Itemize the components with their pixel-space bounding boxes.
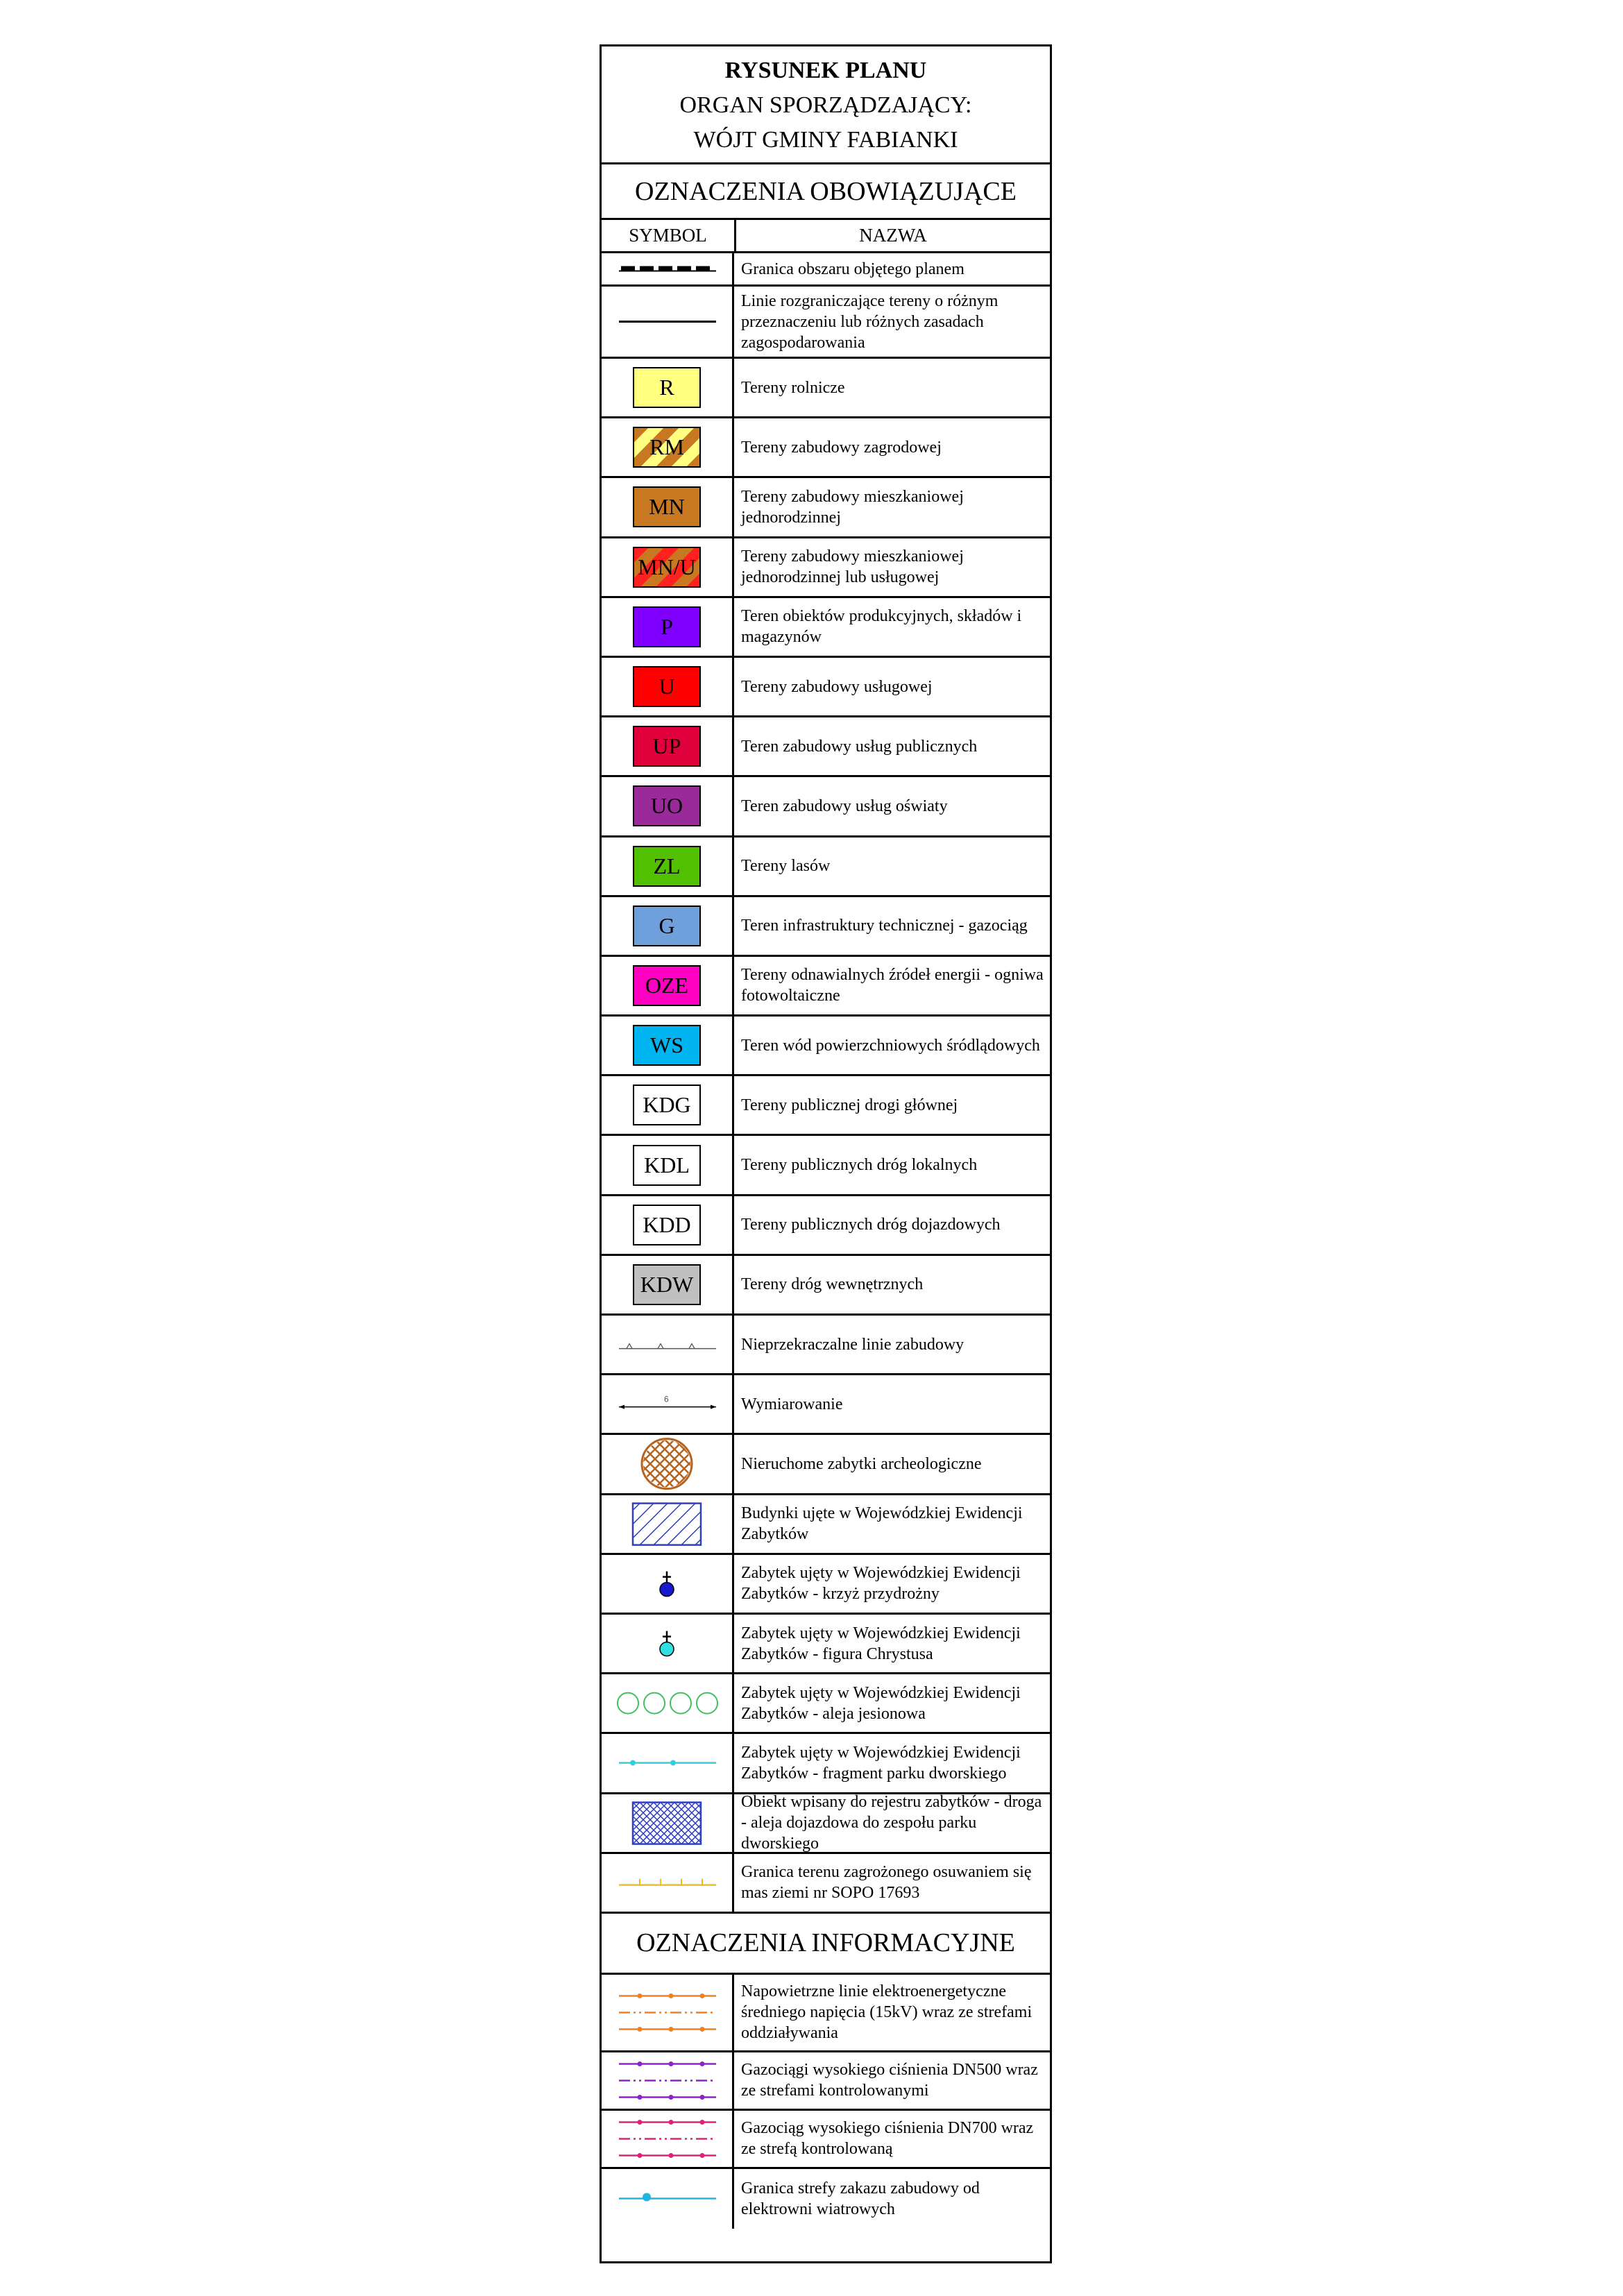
legend-name: Teren wód powierzchniowych śródlądowych	[741, 1036, 1040, 1055]
legend-name: Zabytek ujęty w Wojewódzkiej Ewidencji Zabytków - figura Chrystusa	[741, 1624, 1021, 1663]
green-circles-icon	[602, 1674, 732, 1732]
organ-label: ORGAN SPORZĄDZAJĄCY:	[679, 92, 972, 118]
legend-symbol	[602, 598, 734, 656]
legend-code: OZE	[645, 972, 689, 998]
legend-row	[602, 897, 1050, 957]
legend-symbol	[602, 359, 734, 416]
legend-swatch-r	[633, 367, 701, 408]
legend-swatch-oze	[633, 965, 701, 1006]
legend-symbol	[602, 1495, 734, 1553]
legend-code: ZL	[653, 853, 681, 878]
legend-panel	[600, 44, 1052, 2263]
solid-line-icon	[602, 287, 732, 357]
legend-swatch-mn-u	[633, 547, 701, 588]
legend-symbol	[602, 1854, 734, 1912]
legend-name: Budynki ujęte w Wojewódzkiej Ewidencji Zabytków	[741, 1504, 1023, 1544]
legend-swatch-up	[633, 726, 701, 767]
legend-code: WS	[650, 1032, 683, 1058]
legend-name: Wymiarowanie	[741, 1395, 843, 1413]
blue-cross-dot-icon	[602, 1555, 732, 1613]
legend-symbol	[602, 2111, 734, 2167]
legend-symbol	[602, 1975, 734, 2050]
legend-row	[602, 287, 1050, 359]
legend-symbol	[602, 1375, 734, 1433]
legend-name: Zabytek ujęty w Wojewódzkiej Ewidencji Zabytków - aleja jesionowa	[741, 1683, 1021, 1723]
legend-name: Teren zabudowy usług publicznych	[741, 737, 978, 756]
legend-row	[602, 478, 1050, 538]
column-symbol: SYMBOL	[602, 220, 736, 251]
legend-name: Tereny publicznej drogi głównej	[741, 1096, 958, 1114]
legend-code: MN/U	[638, 554, 696, 579]
legend-name: Granica terenu zagrożonego osuwaniem się mas ziemi nr SOPO 17693	[741, 1863, 1032, 1903]
legend-symbol	[602, 1316, 734, 1373]
legend-row	[602, 2111, 1050, 2169]
legend-row	[602, 359, 1050, 418]
legend-swatch-mn	[633, 486, 701, 527]
legend-swatch-rm	[633, 427, 701, 468]
legend-row	[602, 1854, 1050, 1914]
legend-symbol	[602, 777, 734, 835]
legend-symbol	[602, 658, 734, 715]
legend-code: UO	[650, 793, 683, 819]
legend-name: Teren obiektów produkcyjnych, składów i magazynów	[741, 607, 1022, 647]
dimension-value: 6	[664, 1394, 669, 1404]
info-rows	[602, 1975, 1050, 2229]
legend-swatch-u	[633, 666, 701, 707]
cyan-dotted-line-icon	[602, 1734, 732, 1792]
legend-row	[602, 777, 1050, 837]
legend-swatch-kdl	[633, 1145, 701, 1186]
legend-row	[602, 253, 1050, 287]
legend-symbol	[602, 897, 734, 955]
hatched-box-icon	[602, 1495, 732, 1553]
orange-power-line-icon	[602, 1975, 732, 2050]
legend-name: Tereny publicznych dróg dojazdowych	[741, 1216, 1001, 1234]
legend-name: Gazociąg wysokiego ciśnienia DN700 wraz ze strefą kontrolowaną	[741, 2119, 1034, 2159]
legend-swatch-kdw	[633, 1264, 701, 1305]
section-binding-header: OZNACZENIA OBOWIĄZUJĄCE	[602, 164, 1050, 220]
legend-row	[602, 717, 1050, 777]
legend-row	[602, 1256, 1050, 1316]
legend-symbol	[602, 837, 734, 895]
legend-row	[602, 538, 1050, 598]
legend-name: Teren zabudowy usług oświaty	[741, 797, 948, 815]
legend-code: KDL	[644, 1152, 690, 1177]
legend-row	[602, 2052, 1050, 2111]
legend-symbol	[602, 287, 734, 357]
legend-row	[602, 1375, 1050, 1435]
section-info-header: OZNACZENIA INFORMACYJNE	[602, 1914, 1050, 1975]
legend-symbol	[602, 717, 734, 775]
legend-name: Teren infrastruktury technicznej - gazociąg	[741, 917, 1028, 935]
legend-symbol	[602, 1615, 734, 1672]
dimension-line-icon	[602, 1375, 732, 1433]
legend-name: Tereny publicznych dróg lokalnych	[741, 1156, 978, 1175]
legend-swatch-zl	[633, 846, 701, 887]
legend-row	[602, 837, 1050, 897]
legend-code: G	[658, 912, 675, 938]
legend-name: Obiekt wpisany do rejestru zabytków - droga - aleja dojazdowa do zespołu parku dworskiego	[741, 1793, 1042, 1853]
legend-row	[602, 1017, 1050, 1076]
legend-row	[602, 418, 1050, 478]
legend-symbol	[602, 1734, 734, 1792]
legend-name: Granica strefy zakazu zabudowy od elektrowni wiatrowych	[741, 2179, 980, 2218]
legend-name: Tereny odnawialnych źródeł energii - ogniwa fotowoltaiczne	[741, 966, 1044, 1005]
legend-name: Nieruchome zabytki archeologiczne	[741, 1454, 982, 1473]
legend-name: Napowietrzne linie elektroenergetyczne średniego napięcia (15kV) wraz ze strefami oddziaływania	[741, 1982, 1033, 2043]
plan-title: RYSUNEK PLANU	[724, 58, 927, 83]
legend-swatch-ws	[633, 1025, 701, 1066]
legend-row	[602, 1615, 1050, 1674]
organ-name: WÓJT GMINY FABIANKI	[693, 127, 958, 153]
crosshatched-box-icon	[602, 1794, 732, 1852]
legend-row	[602, 598, 1050, 658]
cyan-cross-dot-icon	[602, 1615, 732, 1672]
legend-row	[602, 1196, 1050, 1256]
legend-symbol	[602, 538, 734, 596]
legend-code: MN	[649, 494, 685, 520]
legend-name: Zabytek ujęty w Wojewódzkiej Ewidencji Zabytków - krzyż przydrożny	[741, 1564, 1021, 1604]
legend-symbol	[602, 1196, 734, 1254]
legend-name: Linie rozgraniczające tereny o różnym przeznaczeniu lub różnych zasadach zagospodarowania	[741, 291, 999, 352]
legend-row	[602, 1555, 1050, 1615]
legend-symbol	[602, 1794, 734, 1852]
legend-swatch-g	[633, 905, 701, 946]
legend-row	[602, 1794, 1050, 1854]
archaeology-circle-icon	[602, 1435, 732, 1493]
legend-code: P	[661, 613, 673, 639]
column-header	[602, 220, 1050, 253]
legend-row	[602, 658, 1050, 717]
cyan-dot-line-icon	[602, 2170, 732, 2227]
legend-symbol	[602, 2052, 734, 2109]
legend-code: KDD	[643, 1211, 691, 1237]
legend-swatch-kdd	[633, 1205, 701, 1245]
legend-symbol	[602, 478, 734, 536]
legend-row	[602, 1495, 1050, 1555]
legend-name: Tereny zabudowy usługowej	[741, 677, 933, 696]
legend-name: Tereny zabudowy mieszkaniowej jednorodzinnej	[741, 487, 964, 527]
legend-row	[602, 1734, 1050, 1794]
legend-row	[602, 957, 1050, 1017]
legend-symbol	[602, 418, 734, 476]
legend-name: Tereny lasów	[741, 857, 831, 876]
legend-name: Zabytek ujęty w Wojewódzkiej Ewidencji Zabytków - fragment parku dworskiego	[741, 1743, 1021, 1783]
legend-symbol	[602, 2169, 734, 2229]
legend-symbol	[602, 1674, 734, 1732]
yellow-tick-line-icon	[602, 1854, 732, 1912]
legend-code: U	[658, 674, 675, 699]
legend-row	[602, 2169, 1050, 2229]
legend-symbol	[602, 1076, 734, 1134]
legend-symbol	[602, 1555, 734, 1613]
purple-gas-line-icon	[602, 2052, 732, 2109]
legend-swatch-kdg	[633, 1085, 701, 1125]
legend-code: UP	[652, 733, 681, 759]
legend-symbol	[602, 1017, 734, 1074]
legend-symbol	[602, 253, 734, 284]
legend-swatch-uo	[633, 785, 701, 826]
legend-name: Gazociągi wysokiego ciśnienia DN500 wraz ze strefami kontrolowanymi	[741, 2061, 1038, 2100]
column-name: NAZWA	[859, 225, 927, 246]
legend-symbol	[602, 1136, 734, 1193]
dashed-boundary-line-icon	[602, 253, 732, 284]
legend-row	[602, 1674, 1050, 1734]
legend-row	[602, 1076, 1050, 1136]
binding-rows	[602, 253, 1050, 1914]
pink-gas-line-icon	[602, 2111, 732, 2167]
legend-code: KDW	[640, 1271, 694, 1297]
legend-swatch-p	[633, 606, 701, 647]
legend-row	[602, 1316, 1050, 1375]
legend-name: Granica obszaru objętego planem	[741, 260, 965, 278]
legend-code: RM	[649, 434, 684, 460]
legend-name: Nieprzekraczalne linie zabudowy	[741, 1335, 965, 1354]
legend-symbol	[602, 957, 734, 1014]
legend-name: Tereny rolnicze	[741, 378, 845, 397]
legend-code: KDG	[643, 1092, 691, 1118]
legend-row	[602, 1975, 1050, 2052]
legend-name: Tereny zabudowy mieszkaniowej jednorodzinnej lub usługowej	[741, 547, 964, 587]
legend-row	[602, 1136, 1050, 1196]
legend-row	[602, 1435, 1050, 1495]
legend-name: Tereny dróg wewnętrznych	[741, 1275, 924, 1294]
building-line-triangles-icon	[602, 1316, 732, 1373]
legend-name: Tereny zabudowy zagrodowej	[741, 438, 942, 457]
legend-symbol	[602, 1256, 734, 1313]
legend-code: R	[659, 375, 674, 400]
title-block	[602, 46, 1050, 164]
legend-symbol	[602, 1435, 734, 1493]
